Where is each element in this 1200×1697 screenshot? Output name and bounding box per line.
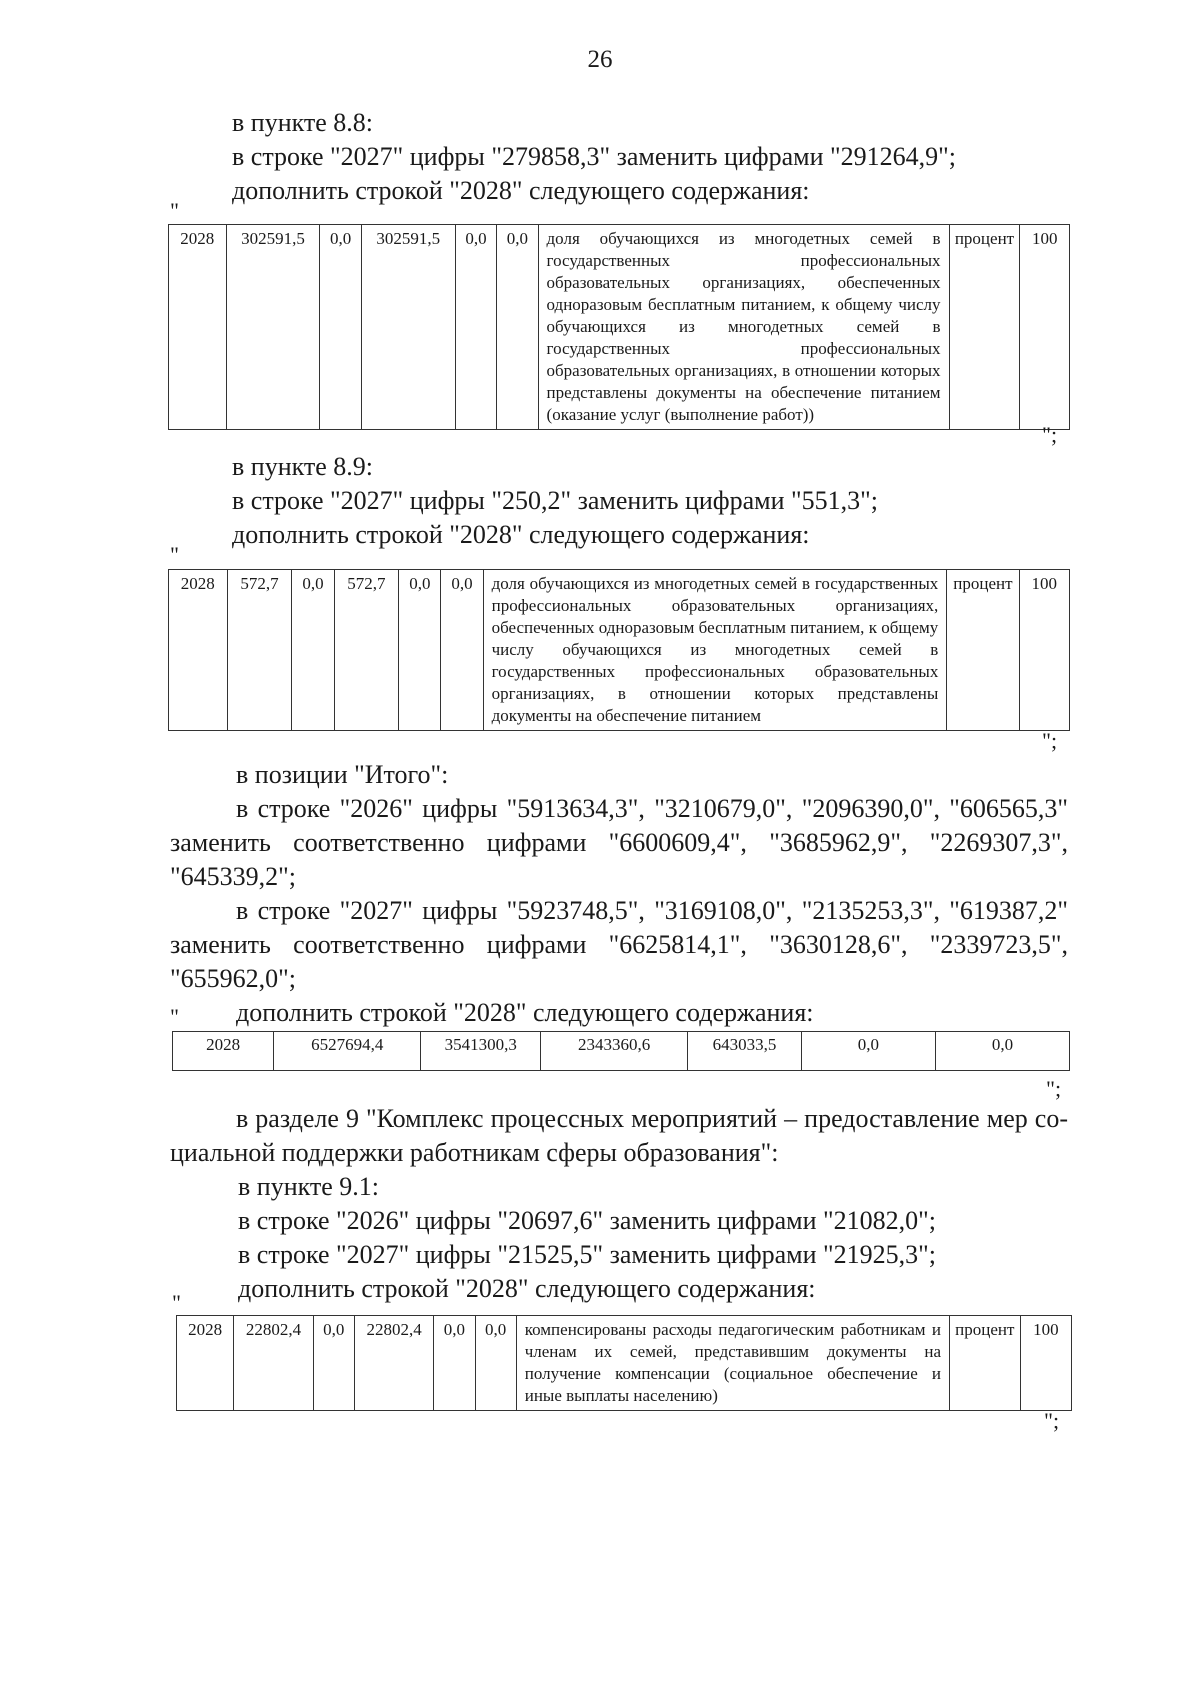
cell-total: 302591,5 xyxy=(226,225,320,430)
cell-local: 643033,5 xyxy=(688,1032,802,1071)
cell-extra: 0,0 xyxy=(935,1032,1069,1071)
s91-open-quote: " xyxy=(172,1290,181,1315)
s91-close-quote: "; xyxy=(1044,1408,1060,1433)
cell-year: 2028 xyxy=(177,1316,234,1411)
s89-replace-2027: в строке "2027" цифры "250,2" заменить цифрами "551,3"; xyxy=(232,486,879,515)
cell-unit: процент xyxy=(947,570,1019,731)
s88-table xyxy=(168,224,1070,430)
cell-total: 6527694,4 xyxy=(274,1032,421,1071)
s89-add-2028: дополнить строкой "2028" следующего содержания: xyxy=(232,520,810,549)
cell-unit: процент xyxy=(950,1316,1021,1411)
s89-close-quote: "; xyxy=(1042,728,1058,753)
cell-federal: 0,0 xyxy=(313,1316,354,1411)
itogo-heading: в позиции "Итого": xyxy=(236,760,449,789)
itogo-table xyxy=(172,1031,1070,1071)
cell-indicator: доля обучающихся из многодетных семей в государственных профессиональных образовательных организациях, обеспеченных одноразовым бесплатным питанием, к общему числу обучающихся из многодетных семей в государственных профессиональных образовательных организациях, в отношении которых представлены документы на обеспечение питанием xyxy=(483,570,947,731)
itogo-open-quote: " xyxy=(170,1004,179,1029)
cell-year: 2028 xyxy=(169,570,228,731)
page-number: 26 xyxy=(587,46,613,73)
cell-value: 100 xyxy=(1020,1316,1071,1411)
s89-heading: в пункте 8.9: xyxy=(232,452,374,481)
cell-value: 100 xyxy=(1019,570,1069,731)
cell-total: 22802,4 xyxy=(234,1316,313,1411)
cell-indicator: доля обучающихся из многодетных семей в государственных профессиональных образовательных организациях, обеспеченных одноразовым бесплатным питанием, к общему числу обучающихся из многодетных семей в государственных профессиональных образовательных организациях, в отношении которых представлены документы на обеспечение питанием (оказание услуг (выполнение работ)) xyxy=(538,225,949,430)
cell-total: 572,7 xyxy=(227,570,292,731)
table-row xyxy=(169,225,1070,430)
itogo-2027-line2: заменить соответственно цифрами "6625814,1", "3630128,6", "2339723,5", xyxy=(170,930,1068,959)
cell-unit: процент xyxy=(949,225,1020,430)
cell-other: 0,0 xyxy=(441,570,483,731)
s88-open-quote: " xyxy=(170,198,179,223)
cell-local: 0,0 xyxy=(455,225,496,430)
s88-close-quote: "; xyxy=(1042,422,1058,447)
itogo-2026-line1: в строке "2026" цифры "5913634,3", "3210679,0", "2096390,0", "606565,3" xyxy=(236,794,1068,823)
cell-value: 100 xyxy=(1020,225,1070,430)
s91-heading: в пункте 9.1: xyxy=(238,1172,380,1201)
table-row xyxy=(173,1032,1070,1071)
cell-other: 0,0 xyxy=(801,1032,935,1071)
s89-table xyxy=(168,569,1070,731)
cell-year: 2028 xyxy=(173,1032,274,1071)
s88-replace-2027: в строке "2027" цифры "279858,3" заменить цифрами "291264,9"; xyxy=(232,142,957,171)
cell-local: 0,0 xyxy=(399,570,441,731)
itogo-2027-line3: "655962,0"; xyxy=(170,964,296,993)
cell-regional: 302591,5 xyxy=(361,225,455,430)
cell-other: 0,0 xyxy=(475,1316,516,1411)
cell-federal: 0,0 xyxy=(292,570,334,731)
itogo-2027-line1: в строке "2027" цифры "5923748,5", "3169108,0", "2135253,3", "619387,2" xyxy=(236,896,1068,925)
cell-regional: 572,7 xyxy=(334,570,399,731)
cell-federal: 0,0 xyxy=(320,225,361,430)
s88-add-2028: дополнить строкой "2028" следующего содержания: xyxy=(232,176,810,205)
itogo-close-quote: "; xyxy=(1046,1076,1062,1101)
cell-other: 0,0 xyxy=(497,225,538,430)
itogo-2026-line3: "645339,2"; xyxy=(170,862,296,891)
s9-title-line2: циальной поддержки работникам сферы образования": xyxy=(170,1138,779,1167)
itogo-add-2028: дополнить строкой "2028" следующего содержания: xyxy=(236,998,814,1027)
s91-table xyxy=(176,1315,1072,1411)
cell-indicator: компенсированы расходы педагогическим работникам и членам их семей, представившим документы на получение компенсации (социальное обеспечение и иные выплаты населению) xyxy=(516,1316,949,1411)
itogo-2026-line2: заменить соответственно цифрами "6600609,4", "3685962,9", "2269307,3", xyxy=(170,828,1068,857)
s9-title-line1: в разделе 9 "Комплекс процессных мероприятий – предоставление мер со- xyxy=(236,1104,1068,1133)
table-row xyxy=(177,1316,1072,1411)
s88-heading: в пункте 8.8: xyxy=(232,108,374,137)
s91-replace-2027: в строке "2027" цифры "21525,5" заменить цифрами "21925,3"; xyxy=(238,1240,937,1269)
s91-add-2028: дополнить строкой "2028" следующего содержания: xyxy=(238,1274,816,1303)
cell-federal: 3541300,3 xyxy=(421,1032,541,1071)
s91-replace-2026: в строке "2026" цифры "20697,6" заменить цифрами "21082,0"; xyxy=(238,1206,937,1235)
cell-regional: 22802,4 xyxy=(354,1316,433,1411)
cell-year: 2028 xyxy=(169,225,227,430)
cell-local: 0,0 xyxy=(434,1316,475,1411)
table-row xyxy=(169,570,1070,731)
cell-regional: 2343360,6 xyxy=(541,1032,688,1071)
s89-open-quote: " xyxy=(170,542,179,567)
